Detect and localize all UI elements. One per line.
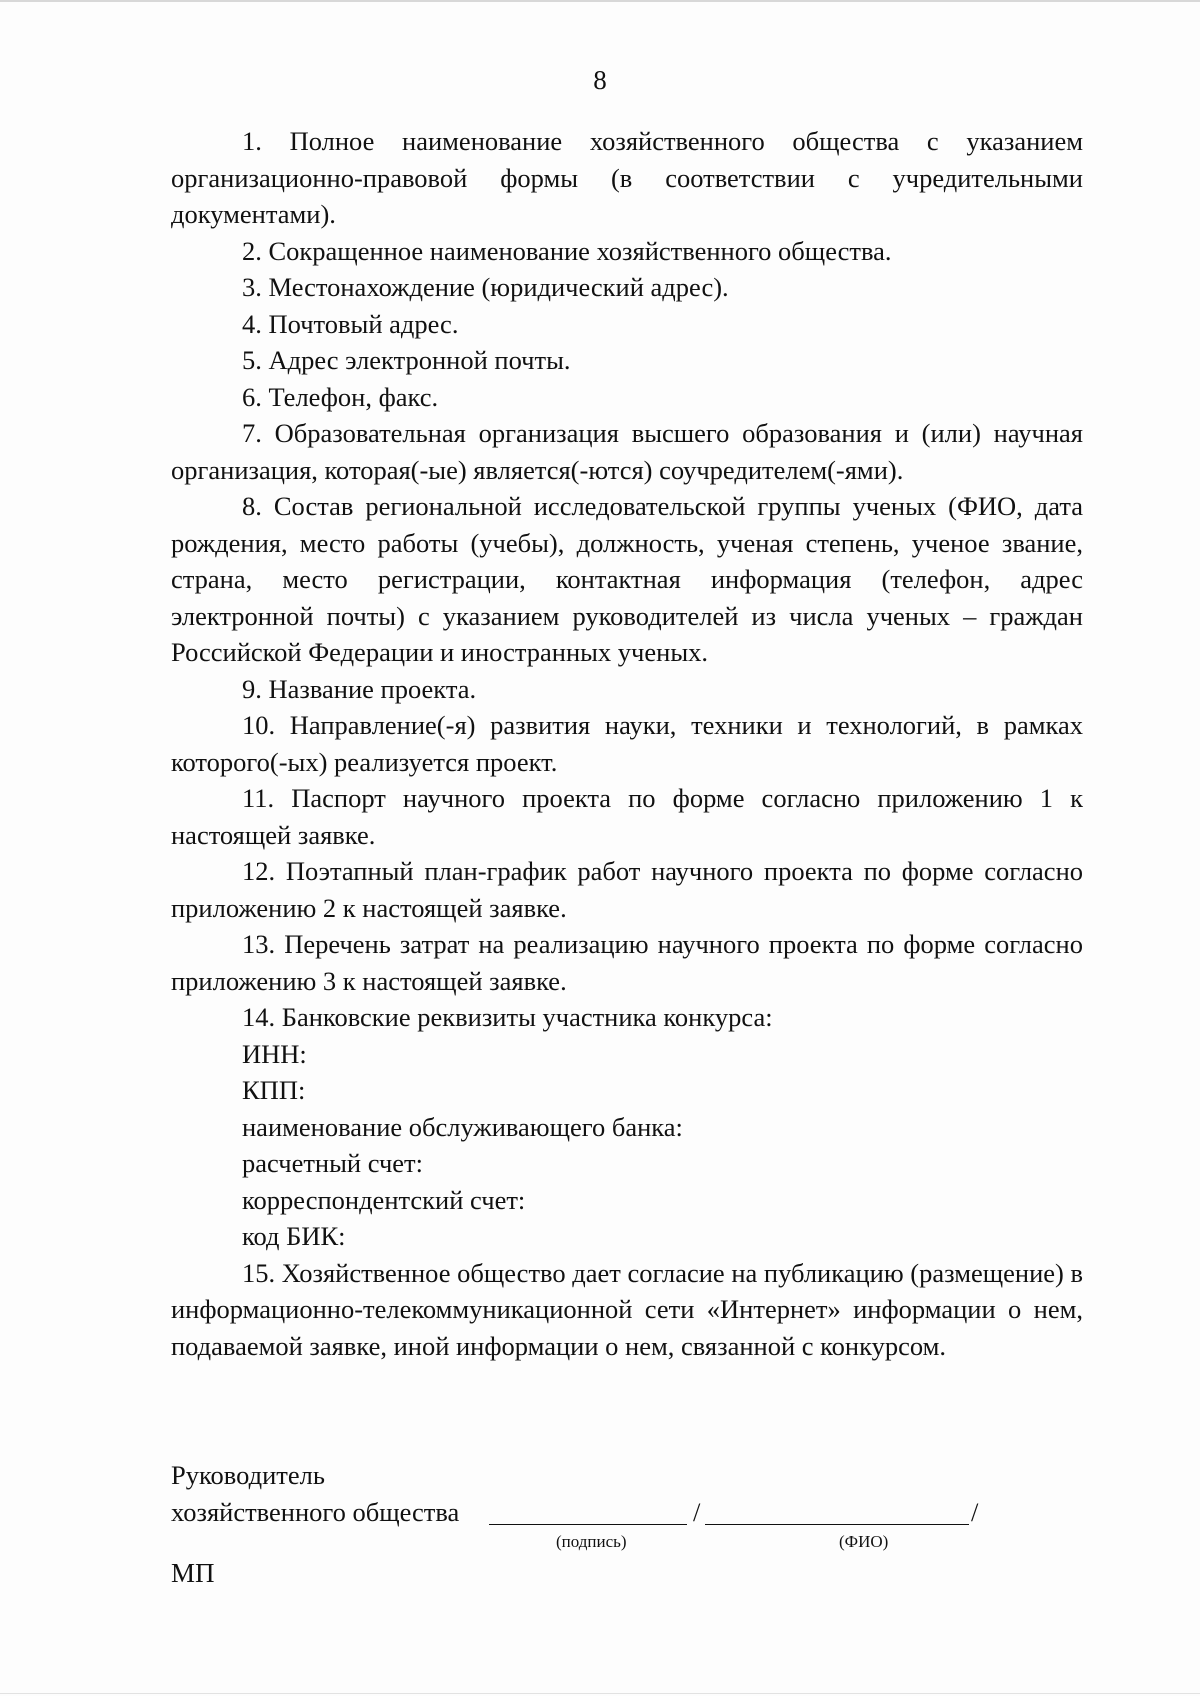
item-7: 7. Образовательная организация высшего образования и (или) научная организация, которая(-ые) является(-ются) соучредителем(-ями). <box>171 418 1083 485</box>
bank-field-kpp: КПП: <box>242 1075 306 1105</box>
item-8: 8. Состав региональной исследовательской группы ученых (ФИО, дата рождения, место работы (учебы), должность, ученая степень, ученое звание, страна, место регистрации, контактная информация (телефон, адрес электронной почты) с указанием руководителей из числа ученых – граждан Российской Федерации и иностранных ученых. <box>171 491 1083 667</box>
name-line <box>705 1524 969 1525</box>
item-11: 11. Паспорт научного проекта по форме согласно приложению 1 к настоящей заявке. <box>171 783 1083 850</box>
stamp-place: МП <box>171 1558 215 1588</box>
bank-field-inn: ИНН: <box>242 1038 307 1069</box>
application-content <box>171 123 1083 1364</box>
item-4: 4. Почтовый адрес. <box>242 308 459 339</box>
item-3: 3. Местонахождение (юридический адрес). <box>242 272 729 302</box>
name-caption: (ФИО) <box>839 1531 889 1551</box>
signature-line <box>489 1524 687 1525</box>
item-10: 10. Направление(-я) развития науки, техники и технологий, в рамках которого(-ых) реализуется проект. <box>171 710 1083 777</box>
signature-row <box>171 1494 1071 1551</box>
bank-field-account: расчетный счет: <box>242 1148 423 1178</box>
signature-slash-right: / <box>971 1496 979 1527</box>
item-14: 14. Банковские реквизиты участника конкурса: <box>242 1002 773 1032</box>
signature-label: хозяйственного общества <box>171 1496 460 1527</box>
item-13: 13. Перечень затрат на реализацию научного проекта по форме согласно приложению 3 к настоящей заявке. <box>171 929 1083 996</box>
signature-caption: (подпись) <box>556 1531 627 1551</box>
bank-field-bank-name: наименование обслуживающего банка: <box>242 1111 683 1142</box>
bank-field-bik: код БИК: <box>242 1221 346 1251</box>
page-number: 8 <box>593 65 607 95</box>
signature-title: Руководитель <box>171 1460 325 1490</box>
item-2: 2. Сокращенное наименование хозяйственного общества. <box>242 235 892 266</box>
bank-field-corr-account: корреспондентский счет: <box>242 1184 526 1215</box>
scan-edge-bottom <box>0 1693 1200 1694</box>
item-12: 12. Поэтапный план-график работ научного проекта по форме согласно приложению 2 к настоящей заявке. <box>171 856 1083 923</box>
item-9: 9. Название проекта. <box>242 673 477 704</box>
scan-edge-top <box>0 0 1200 2</box>
item-5: 5. Адрес электронной почты. <box>242 345 571 375</box>
item-6: 6. Телефон, факс. <box>242 381 439 412</box>
item-15: 15. Хозяйственное общество дает согласие на публикацию (размещение) в информационно-телекоммуникационной сети «Интернет» информации о нем, подаваемой заявке, иной информации о нем, связанной с конкурсом. <box>171 1257 1083 1361</box>
item-1: 1. Полное наименование хозяйственного общества с указанием организационно-правовой формы (в соответствии с учредительными документами). <box>171 126 1083 229</box>
signature-slash-left: / <box>693 1496 701 1527</box>
signature-block <box>171 1457 1071 1551</box>
